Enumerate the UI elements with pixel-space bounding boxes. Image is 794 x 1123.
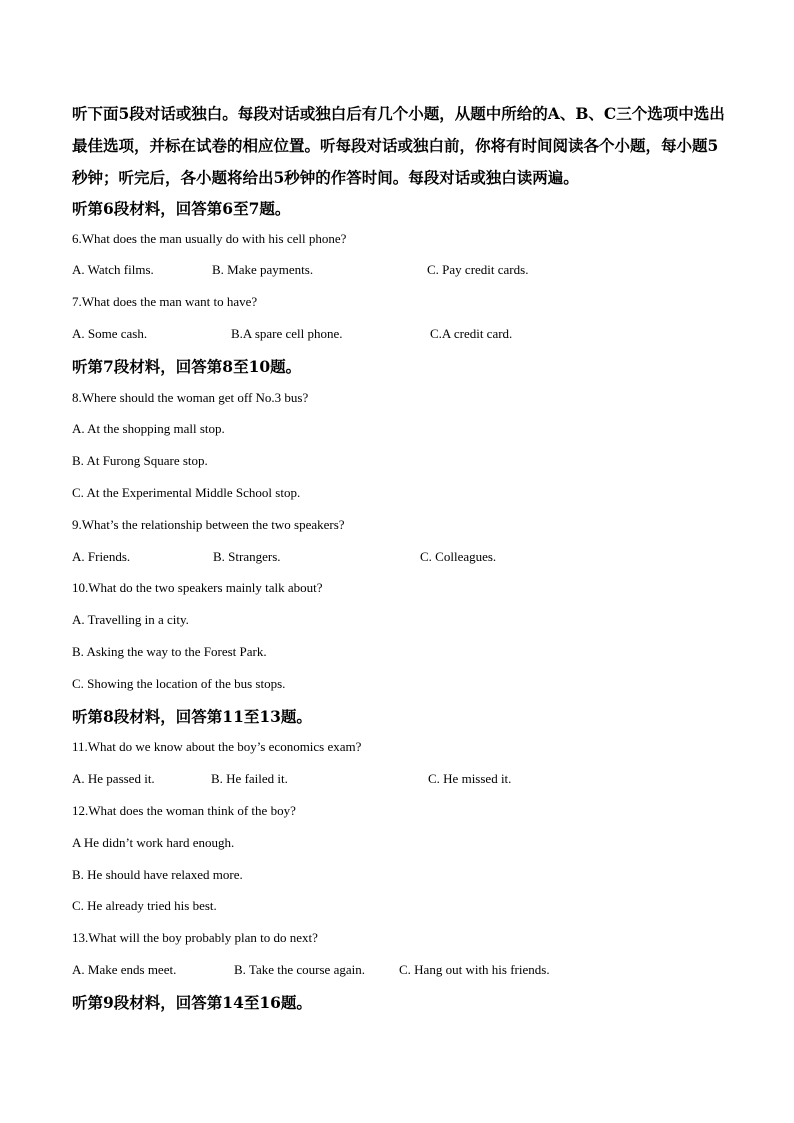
question-8-option-b: B. At Furong Square stop.	[72, 453, 208, 468]
question-6-option-a: A. Watch films.	[72, 262, 154, 277]
section-heading-6: 听第6段材料，回答第6至7题。	[72, 199, 291, 218]
question-11-option-a: A. He passed it.	[72, 771, 155, 786]
question-9-option-a: A. Friends.	[72, 549, 131, 564]
section-heading-9: 听第9段材料，回答第14至16题。	[72, 993, 312, 1012]
question-13-option-a: A. Make ends meet.	[72, 962, 177, 977]
question-10-option-b: B. Asking the way to the Forest Park.	[72, 644, 267, 659]
question-8-option-c: C. At the Experimental Middle School stop.	[72, 485, 301, 500]
question-10-option-a: A. Travelling in a city.	[72, 612, 189, 627]
question-13: 13.What will the boy probably plan to do next?	[72, 930, 318, 945]
listening-instructions: 听下面5段对话或独白。每段对话或独白后有几个小题，从题中所给的A、B、C三个选项中选出最佳选项，并标在试卷的相应位置。听每段对话或独白前，你将有时间阅读各个小题，每小题5秒钟；听完后，各小题将给出5秒钟的作答时间。每段对话或独白读两遍。	[72, 104, 725, 187]
question-8: 8.Where should the woman get off No.3 bus?	[72, 390, 309, 405]
question-9-option-b: B. Strangers.	[213, 549, 281, 564]
question-13-option-b: B. Take the course again.	[234, 962, 365, 977]
question-6-option-b: B. Make payments.	[212, 262, 314, 277]
question-7-option-c: C.A credit card.	[430, 326, 513, 341]
question-13-option-c: C. Hang out with his friends.	[399, 962, 550, 977]
question-8-option-a: A. At the shopping mall stop.	[72, 421, 225, 436]
question-11: 11.What do we know about the boy’s economics exam?	[72, 739, 362, 754]
question-6: 6.What does the man usually do with his cell phone?	[72, 231, 347, 246]
question-7: 7.What does the man want to have?	[72, 294, 258, 309]
question-11-option-c: C. He missed it.	[428, 771, 512, 786]
question-12-option-a: A He didn’t work hard enough.	[72, 835, 235, 850]
question-10: 10.What do the two speakers mainly talk about?	[72, 580, 323, 595]
question-10-option-c: C. Showing the location of the bus stops.	[72, 676, 286, 691]
question-7-option-a: A. Some cash.	[72, 326, 148, 341]
question-12-option-c: C. He already tried his best.	[72, 898, 217, 913]
question-12-option-b: B. He should have relaxed more.	[72, 867, 243, 882]
section-heading-7: 听第7段材料，回答第8至10题。	[72, 357, 302, 376]
question-6-option-c: C. Pay credit cards.	[427, 262, 529, 277]
question-9-option-c: C. Colleagues.	[420, 549, 497, 564]
question-9: 9.What’s the relationship between the two speakers?	[72, 517, 345, 532]
question-12: 12.What does the woman think of the boy?	[72, 803, 296, 818]
section-heading-8: 听第8段材料，回答第11至13题。	[72, 707, 312, 726]
question-11-option-b: B. He failed it.	[211, 771, 288, 786]
question-7-option-b: B.A spare cell phone.	[231, 326, 343, 341]
